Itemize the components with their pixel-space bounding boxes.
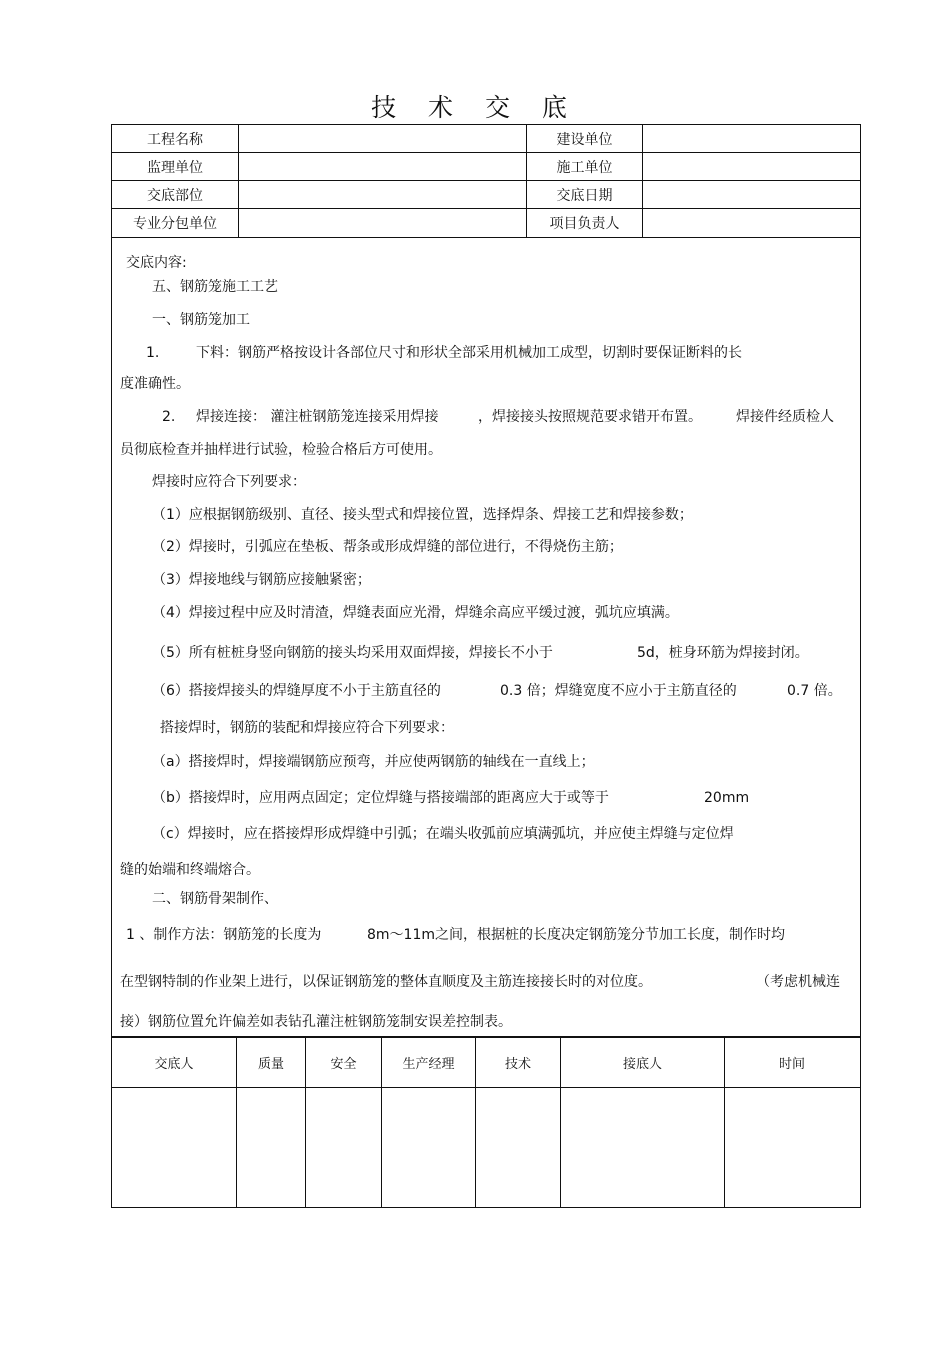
supervision-unit-value[interactable] [239, 153, 526, 180]
handover-part-value[interactable] [239, 181, 526, 208]
subcontractor-label: 专业分包单位 [133, 215, 217, 232]
content-label: 交底内容: [126, 255, 187, 271]
owner-unit-value[interactable] [643, 125, 859, 152]
owner-unit-label: 建设单位 [556, 131, 613, 148]
project-name-value[interactable] [239, 125, 526, 152]
paragraph-number: 1. [146, 345, 160, 361]
info-row [112, 153, 860, 181]
divider [236, 1037, 237, 1207]
technical-header: 技术 [504, 1056, 531, 1072]
construction-unit-label: 施工单位 [556, 159, 613, 176]
safety-header: 安全 [330, 1056, 357, 1072]
paragraph-text: 8m～11m之间，根据桩的长度决定钢筋笼分节加工长度，制作时均 [367, 927, 785, 943]
paragraph-text: 在型钢特制的作业架上进行，以保证钢筋笼的整体直顺度及主筋连接接长时的对位度。 [120, 974, 652, 990]
project-name-label: 工程名称 [147, 131, 203, 148]
list-item: （1）应根据钢筋级别、直径、接头型式和焊接位置，选择焊条、焊接工艺和焊接参数； [152, 507, 693, 523]
list-item: （c）焊接时，应在搭接焊形成焊缝中引弧；在端头收弧前应填满弧坑，并应使主焊缝与定位焊 [152, 826, 734, 842]
project-manager-value[interactable] [643, 209, 859, 236]
info-row [112, 209, 860, 236]
time-header: 时间 [778, 1056, 805, 1072]
list-item-value: 5d，桩身环筋为焊接封闭。 [637, 645, 809, 661]
handover-content [111, 237, 861, 1038]
signature-header-row [112, 1037, 860, 1088]
paragraph-text: 员彻底检查并抽样进行试验，检验合格后方可使用。 [120, 442, 442, 458]
list-item: （6）搭接焊接头的焊缝厚度不小于主筋直径的 [152, 683, 441, 699]
section-heading: 二、钢筋骨架制作、 [152, 891, 278, 907]
list-item: （2）焊接时，引弧应在垫板、帮条或形成焊缝的部位进行，不得烧伤主筋； [152, 539, 623, 555]
list-item: （3）焊接地线与钢筋应接触紧密； [152, 572, 371, 588]
paragraph-text: 焊接连接： 灌注桩钢筋笼连接采用焊接 [196, 409, 439, 425]
list-item-value: 20mm [704, 790, 750, 806]
section-heading: 五、钢筋笼施工工艺 [152, 279, 278, 295]
requirements-heading: 焊接时应符合下列要求： [152, 474, 306, 490]
divider [305, 1037, 306, 1207]
quality-header: 质量 [257, 1056, 284, 1072]
divider [642, 125, 643, 237]
list-item-value: 0.7 倍。 [787, 683, 842, 699]
paragraph-text: 焊接件经质检人 [736, 409, 834, 425]
signature-table [111, 1036, 861, 1208]
construction-unit-value[interactable] [643, 153, 859, 180]
divider [560, 1037, 561, 1207]
divider [724, 1037, 725, 1207]
list-item: （b）搭接焊时，应用两点固定；定位焊缝与搭接端部的距离应大于或等于 [152, 790, 609, 806]
divider [475, 1037, 476, 1207]
handover-part-label: 交底部位 [147, 187, 203, 204]
paragraph-text: 度准确性。 [120, 376, 190, 392]
list-item: （a）搭接焊时，焊接端钢筋应预弯，并应使两钢筋的轴线在一直线上； [152, 754, 595, 770]
project-info-table [111, 124, 861, 238]
divider [238, 125, 239, 237]
paragraph-text: 1 、制作方法：钢筋笼的长度为 [126, 927, 322, 943]
subcontractor-value[interactable] [239, 209, 526, 236]
paragraph-text: 缝的始端和终端熔合。 [120, 862, 260, 878]
divider [526, 125, 527, 237]
list-item-value: 0.3 倍；焊缝宽度不应小于主筋直径的 [500, 683, 737, 699]
paragraph-number: 2. [162, 409, 176, 425]
requirements-heading: 搭接焊时，钢筋的装配和焊接应符合下列要求： [160, 720, 454, 736]
paragraph-text: （考虑机械连 [756, 974, 840, 990]
project-manager-label: 项目负责人 [549, 215, 620, 232]
divider [381, 1037, 382, 1207]
handover-person-header: 交底人 [154, 1056, 194, 1072]
handover-date-label: 交底日期 [556, 187, 613, 204]
list-item: （5）所有桩桩身竖向钢筋的接头均采用双面焊接，焊接长不小于 [152, 645, 553, 661]
supervision-unit-label: 监理单位 [147, 159, 203, 176]
list-item: （4）焊接过程中应及时清渣，焊缝表面应光滑，焊缝余高应平缓过渡，弧坑应填满。 [152, 605, 679, 621]
paragraph-text: 接）钢筋位置允许偏差如表钻孔灌注桩钢筋笼制安误差控制表。 [120, 1014, 512, 1030]
info-row [112, 181, 860, 209]
handover-date-value[interactable] [643, 181, 859, 208]
info-row [112, 125, 860, 153]
page-title: 技 术 交 底 [371, 93, 579, 122]
paragraph-text: ，焊接接头按照规范要求错开布置。 [478, 409, 702, 425]
paragraph-text: 下料：钢筋严格按设计各部位尺寸和形状全部采用机械加工成型，切割时要保证断料的长 [196, 345, 742, 361]
production-manager-header: 生产经理 [402, 1056, 455, 1072]
section-heading: 一、钢筋笼加工 [152, 312, 250, 328]
receiver-header: 接底人 [622, 1056, 662, 1072]
